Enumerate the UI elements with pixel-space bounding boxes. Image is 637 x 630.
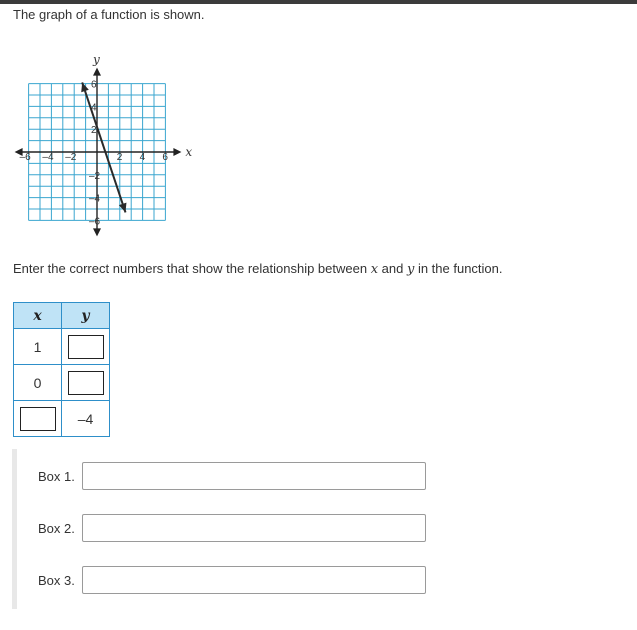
question-prompt: The graph of a function is shown. [13, 7, 205, 22]
table-row [14, 401, 110, 437]
y-axis-arrow-down [93, 228, 101, 236]
box-3-input[interactable] [82, 566, 426, 594]
x-tick-label: 2 [116, 152, 123, 163]
table-row [14, 365, 110, 401]
x-tick-label: 4 [139, 152, 146, 163]
table-cell-x-blank [14, 401, 62, 437]
table-cell-y: –4 [62, 401, 110, 437]
answer-box-3-slot [20, 407, 56, 431]
box-1-input[interactable] [82, 462, 426, 490]
box-2-input[interactable] [82, 514, 426, 542]
answer-label-2: Box 2. [38, 521, 75, 536]
table-cell-x: 0 [14, 365, 62, 401]
y-axis-arrow-up [93, 68, 101, 76]
y-tick-label: –4 [89, 193, 101, 205]
y-tick-label: 6 [91, 79, 97, 91]
instruction-text: Enter the correct numbers that show the relationship between x and y in the function. [13, 261, 503, 277]
table-header-y: y [62, 303, 110, 329]
answer-section [12, 449, 437, 609]
y-axis-label: y [93, 52, 100, 67]
answer-label-1: Box 1. [38, 469, 75, 484]
y-tick-label: –6 [89, 216, 101, 228]
table-cell-y-blank [62, 329, 110, 365]
table-cell-y-blank [62, 365, 110, 401]
x-axis-arrow-right [173, 148, 181, 156]
top-bar [0, 0, 637, 4]
x-tick-label: –6 [19, 152, 31, 163]
answer-box-2-slot [68, 371, 104, 395]
answer-box-1-slot [68, 335, 104, 359]
table-cell-x: 1 [14, 329, 62, 365]
y-tick-label: 4 [91, 102, 97, 114]
table-row [14, 329, 110, 365]
x-tick-label: 6 [162, 152, 168, 163]
x-tick-label: –4 [42, 152, 54, 163]
y-tick-label: 2 [91, 125, 97, 137]
function-graph [12, 45, 202, 241]
x-tick-label: –2 [65, 152, 77, 163]
table-header-x: x [14, 303, 62, 329]
x-axis-label: x [185, 145, 193, 159]
y-tick-label: –2 [89, 170, 101, 182]
xy-table [13, 302, 110, 437]
answer-label-3: Box 3. [38, 573, 75, 588]
